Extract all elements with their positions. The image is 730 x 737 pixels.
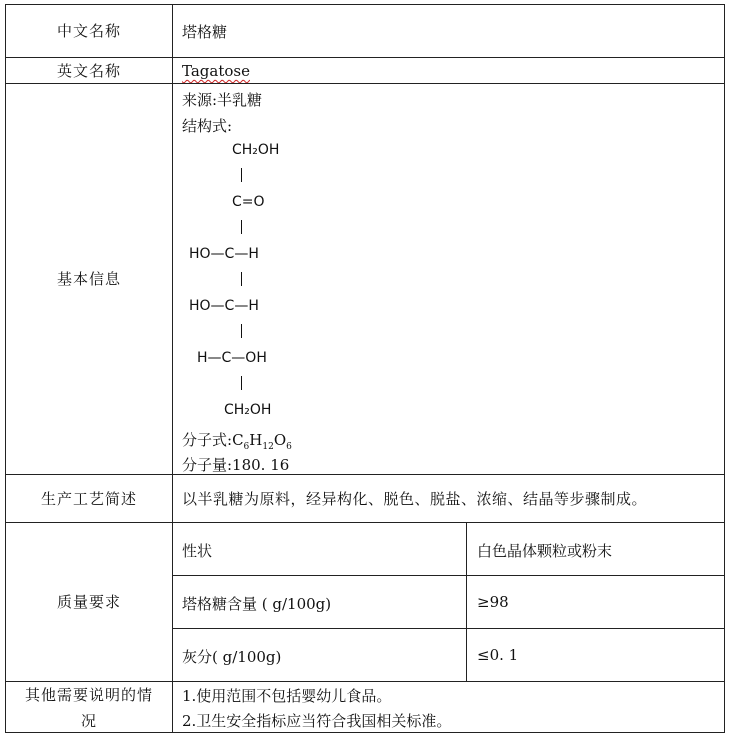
row-other (6, 681, 724, 734)
bond-3 (241, 272, 242, 286)
structure-label: 结构式: (182, 117, 233, 135)
quality-divider (466, 523, 467, 681)
basic-info-label: 基本信息 (56, 270, 121, 288)
structure-line-4: HO—C—H (189, 298, 259, 314)
quality-item-value: ≤0. 1 (477, 646, 519, 664)
bond-4 (241, 324, 242, 338)
row-basic-info (6, 83, 724, 474)
quality-item-value: ≥98 (477, 593, 509, 611)
formula-c: C (232, 431, 244, 449)
formula-c-count: 6 (243, 442, 250, 452)
quality-item-name: 灰分( g/100g) (182, 648, 282, 666)
row-chinese-name (6, 5, 724, 57)
formula-o-count: 6 (286, 442, 292, 452)
row-english-name (6, 57, 724, 83)
formula-h-count: 12 (262, 442, 274, 452)
quality-label: 质量要求 (56, 593, 121, 611)
quality-item-name: 塔格糖含量 ( g/100g) (182, 595, 332, 613)
structure-line-6: CH₂OH (224, 402, 272, 418)
structure-line-1: CH₂OH (232, 142, 280, 158)
molecular-formula (182, 429, 292, 452)
bond-2 (241, 220, 242, 234)
chinese-name-value: 塔格糖 (182, 23, 228, 41)
structure-line-3: HO—C—H (189, 246, 259, 262)
molecular-weight: 分子量:180. 16 (182, 456, 290, 474)
quality-row-line-2 (172, 628, 724, 629)
process-value: 以半乳糖为原料，经异构化、脱色、脱盐、浓缩、结晶等步骤制成。 (182, 490, 648, 508)
row-process (6, 474, 724, 522)
chinese-name-label: 中文名称 (56, 22, 121, 40)
bond-1 (241, 168, 242, 182)
english-name-value: Tagatose (182, 62, 250, 80)
structure-line-2: C=O (232, 194, 265, 210)
other-label: 其他需要说明的情况 (24, 686, 153, 730)
formula-h: H (249, 431, 263, 449)
formula-label: 分子式: (182, 431, 233, 449)
bond-5 (241, 376, 242, 390)
process-label: 生产工艺简述 (40, 489, 137, 508)
other-note-1: 1.使用范围不包括婴幼儿食品。 (182, 687, 392, 705)
formula-o: O (273, 431, 287, 449)
structure-line-5: H—C—OH (197, 350, 267, 366)
source-text: 来源:半乳糖 (182, 91, 263, 109)
quality-item-name: 性状 (182, 542, 213, 560)
quality-item-value: 白色晶体颗粒或粉末 (477, 542, 613, 560)
row-quality (6, 522, 724, 681)
quality-row-line-1 (172, 575, 724, 576)
other-note-2: 2.卫生安全指标应当符合我国相关标准。 (182, 712, 452, 730)
info-table (5, 4, 725, 733)
english-name-label: 英文名称 (56, 61, 121, 80)
